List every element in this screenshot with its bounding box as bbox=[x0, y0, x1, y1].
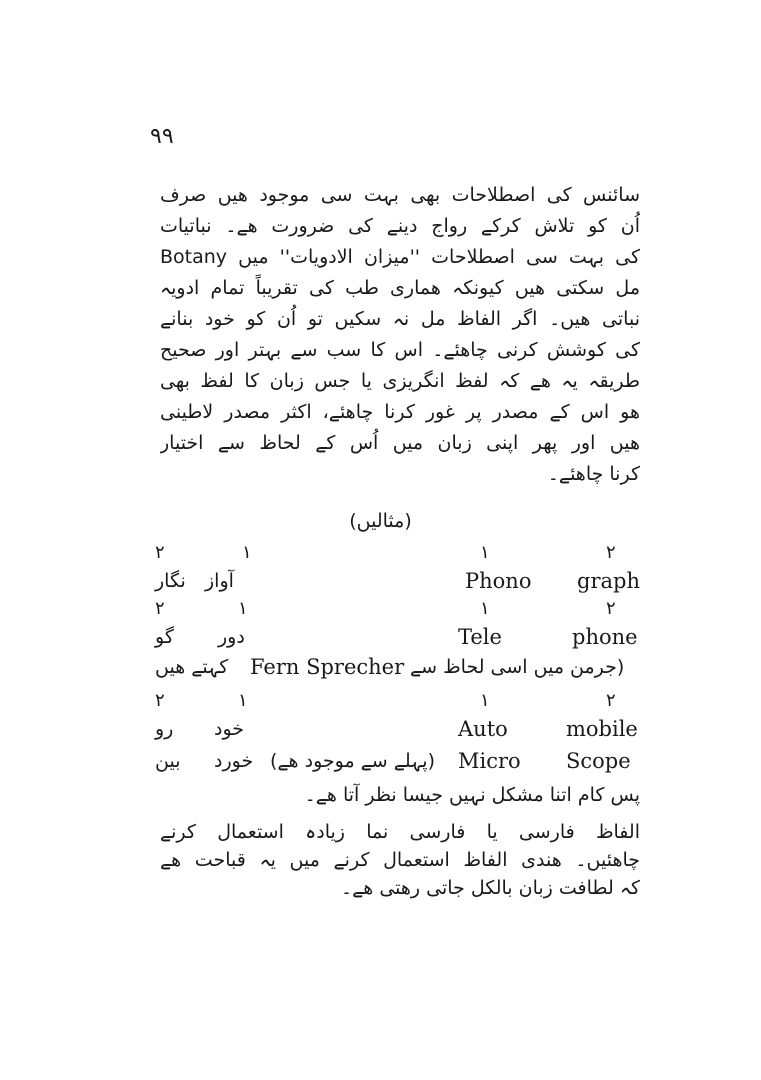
page-number: ۹۹ bbox=[150, 124, 174, 149]
paragraph-line: مل سکتی ھیں کیونکہ ھماری طب کی تقریباً تمام ادویہ bbox=[160, 277, 640, 299]
phono-num-latin-1: ۱ bbox=[480, 542, 490, 563]
tele-latin-word-1: Tele bbox=[458, 625, 502, 649]
auto-word-row bbox=[0, 714, 761, 744]
phono-urdu-word-1: آواز bbox=[205, 570, 234, 592]
auto-num-urdu-2: ۱ bbox=[238, 690, 248, 711]
micro-latin-word-1: Micro bbox=[458, 749, 521, 773]
german-note-start: (جرمن میں اسی لحاظ سے bbox=[410, 656, 625, 678]
paragraph-line: Botany کی بہت سی اصطلاحات ''میزان الادویات'' میں bbox=[160, 246, 640, 268]
tele-num-urdu-1: ۲ bbox=[155, 598, 165, 619]
paragraph-line: الفاظ فارسی یا فارسی نما زیادہ استعمال کرنے bbox=[160, 821, 640, 843]
paragraph-line: ھیں اور پھر اپنی زبان میں اُس کے لحاظ سے اختیار bbox=[160, 432, 640, 454]
micro-urdu-note: (پہلے سے موجود ھے) bbox=[270, 750, 436, 772]
auto-num-latin-2: ۲ bbox=[606, 690, 616, 711]
tele-num-urdu-2: ۱ bbox=[238, 598, 248, 619]
micro-urdu-word-1: خورد bbox=[214, 750, 254, 772]
tele-urdu-word-2: گو bbox=[155, 626, 174, 648]
paragraph-line: چاھئیں۔ ھندی الفاظ استعمال کرنے میں یہ قباحت ھے bbox=[160, 849, 640, 871]
paragraph-line: کی کوشش کرنی چاھئے۔ اس کا سب سے بہتر اور صحیح bbox=[160, 339, 640, 361]
paragraph-line: طریقہ یہ ھے کہ لفظ انگریزی یا جس زبان کا لفظ بھی bbox=[160, 370, 640, 392]
tele-word-row bbox=[0, 622, 761, 652]
auto-latin-word-1: Auto bbox=[458, 717, 508, 741]
phono-latin-word-1: Phono bbox=[465, 569, 532, 593]
phono-num-urdu-2: ۱ bbox=[242, 542, 252, 563]
examples-heading: (مثالیں) bbox=[349, 510, 412, 532]
paragraph-2 bbox=[160, 818, 640, 902]
tele-urdu-word-1: دور bbox=[218, 626, 245, 648]
tele-number-row bbox=[0, 594, 761, 624]
closing-line: پس کام اتنا مشکل نہیں جیسا نظر آتا ھے۔ bbox=[304, 784, 640, 806]
german-note-end: کہتے ھیں bbox=[155, 656, 229, 678]
auto-num-latin-1: ۱ bbox=[480, 690, 490, 711]
tele-latin-word-2: phone bbox=[572, 625, 638, 649]
paragraph-line: اُن کو تلاش کرکے رواج دینے کی ضرورت ھے۔ نباتیات bbox=[160, 215, 640, 237]
auto-num-urdu-1: ۲ bbox=[155, 690, 165, 711]
german-note-row bbox=[0, 652, 761, 682]
paragraph-line: نباتی ھیں۔ اگر الفاظ مل نہ سکیں تو اُن کو خود بنانے bbox=[160, 308, 640, 330]
tele-num-latin-1: ۱ bbox=[480, 598, 490, 619]
auto-latin-word-2: mobile bbox=[566, 717, 638, 741]
german-note-latin: Fern Sprecher bbox=[250, 655, 405, 679]
paragraph-line: کہ لطافت زبان بالکل جاتی رھتی ھے۔ bbox=[341, 877, 640, 899]
phono-urdu-word-2: نگار bbox=[155, 570, 186, 592]
micro-urdu-word-2: بین bbox=[155, 750, 181, 772]
micro-word-row bbox=[0, 746, 761, 776]
paragraph-line: ھو اس کے مصدر پر غور کرنا چاھئے، اکثر مصدر لاطینی bbox=[160, 401, 640, 423]
phono-num-latin-2: ۲ bbox=[606, 542, 616, 563]
tele-num-latin-2: ۲ bbox=[606, 598, 616, 619]
auto-number-row bbox=[0, 686, 761, 716]
paragraph-1 bbox=[160, 180, 640, 490]
phono-number-row bbox=[0, 538, 761, 568]
phono-num-urdu-1: ۲ bbox=[155, 542, 165, 563]
auto-urdu-word-2: رو bbox=[155, 718, 174, 740]
phono-latin-word-2: graph bbox=[577, 569, 640, 593]
paragraph-line: سائنس کی اصطلاحات بھی بہت سی موجود ھیں صرف bbox=[160, 184, 640, 206]
phono-word-row bbox=[0, 566, 761, 596]
micro-latin-word-2: Scope bbox=[566, 749, 631, 773]
auto-urdu-word-1: خود bbox=[214, 718, 245, 740]
paragraph-line: کرنا چاھئے۔ bbox=[547, 463, 640, 485]
